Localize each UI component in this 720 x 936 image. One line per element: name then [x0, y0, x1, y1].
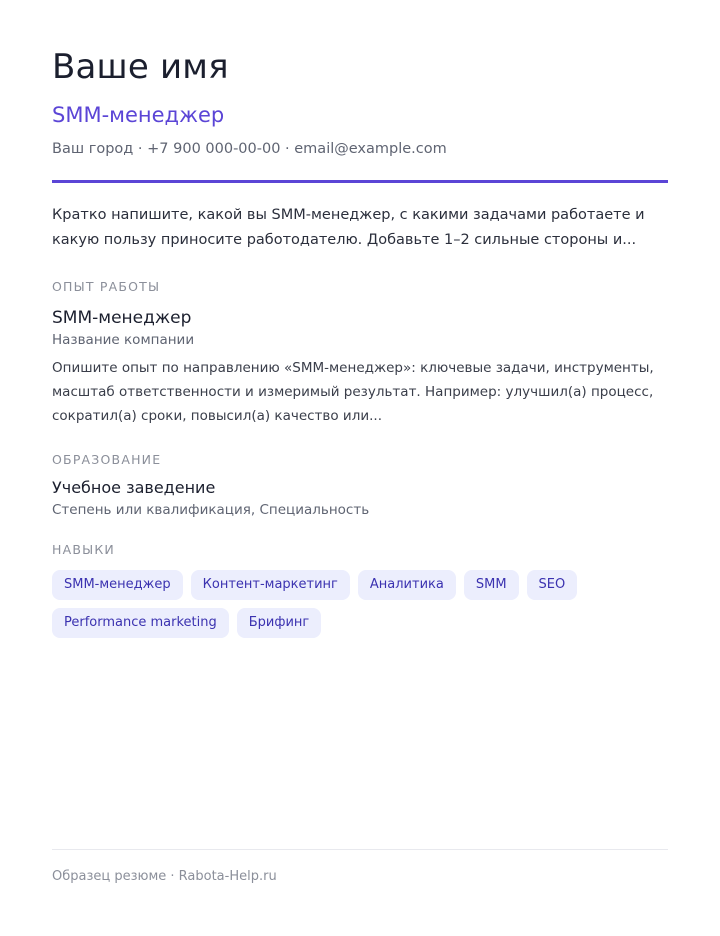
- footer-text: Образец резюме · Rabota-Help.ru: [52, 869, 277, 884]
- job-title: SMM-менеджер: [52, 308, 192, 328]
- contact-line: Ваш город · +7 900 000-00-00 · email@example.com: [52, 141, 447, 157]
- summary-text: Кратко напишите, какой вы SMM-менеджер, с какими задачами работаете и какую пользу приносите работодателю. Добавьте 1–2 сильные стороны и...: [52, 207, 645, 248]
- skill-chip: Performance marketing: [52, 608, 229, 638]
- education-section-title: ОБРАЗОВАНИЕ: [52, 452, 162, 467]
- accent-divider: [52, 180, 668, 183]
- skill-chip: SEO: [527, 570, 578, 600]
- skill-chip: Брифинг: [237, 608, 322, 638]
- skills-list: [52, 570, 672, 638]
- footer-divider: [52, 849, 668, 850]
- skill-chip: SMM: [464, 570, 519, 600]
- job-description: Опишите опыт по направлению «SMM-менеджер»: ключевые задачи, инструменты, масштаб ответственности и измеримый результат. Например: улучшил(а) процесс, сократил(а) сроки, повысил(а) качество или...: [52, 360, 654, 424]
- experience-section-title: ОПЫТ РАБОТЫ: [52, 279, 161, 294]
- skill-chip: Контент-маркетинг: [191, 570, 350, 600]
- education-degree: Степень или квалификация, Специальность: [52, 502, 370, 518]
- skills-section-title: НАВЫКИ: [52, 542, 115, 557]
- skill-chip: SMM-менеджер: [52, 570, 183, 600]
- candidate-role: SMM-менеджер: [52, 103, 225, 127]
- skill-chip: Аналитика: [358, 570, 456, 600]
- education-institution: Учебное заведение: [52, 478, 216, 497]
- candidate-name: Ваше имя: [52, 47, 229, 87]
- job-company: Название компании: [52, 332, 195, 348]
